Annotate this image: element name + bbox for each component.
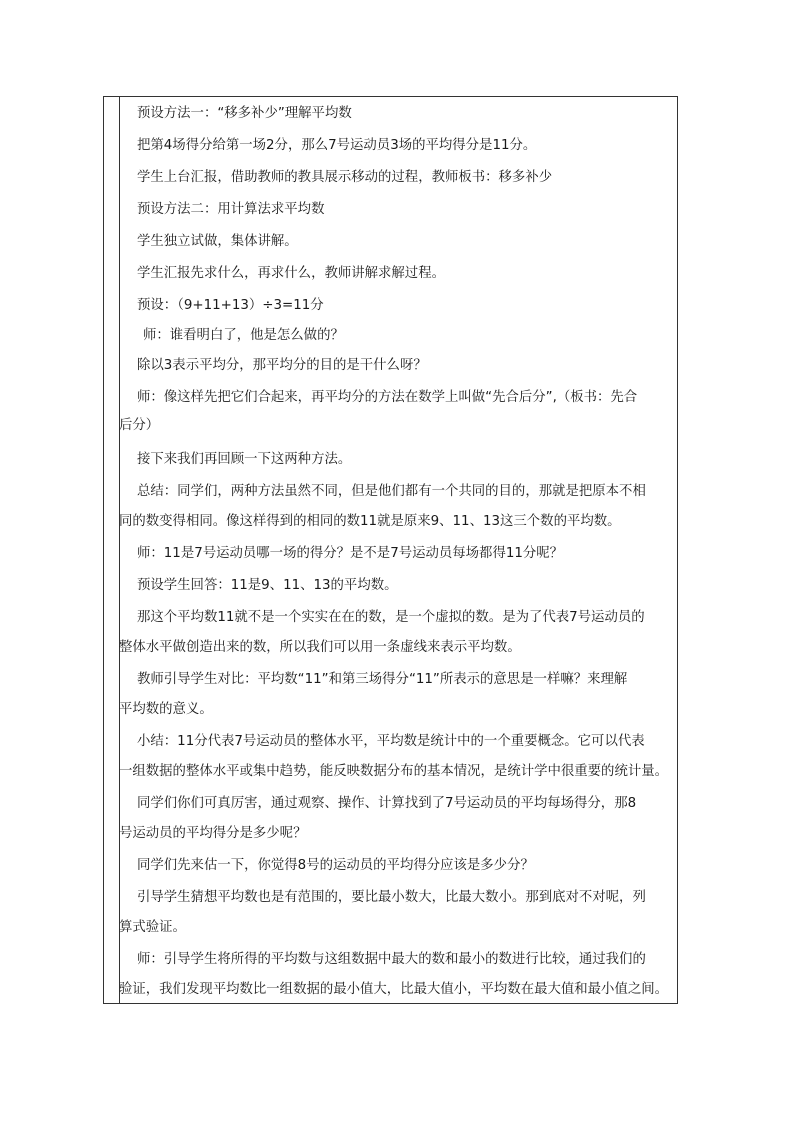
text-line: 除以3表示平均分，那平均分的目的是干什么呀？: [137, 358, 427, 373]
text-line: 师：像这样先把它们合起来，再平均分的方法在数学上叫做“先合后分”,（板书：先合: [137, 390, 638, 405]
text-line: 学生上台汇报，借助教师的教具展示移动的过程，教师板书：移多补少: [137, 170, 553, 185]
text-line: 学生独立试做，集体讲解。: [137, 234, 298, 249]
text-line: 小结：11分代表7号运动员的整体水平，平均数是统计中的一个重要概念。它可以代表: [137, 734, 645, 749]
text-line: 把第4场得分给第一场2分，那么7号运动员3场的平均得分是11分。: [137, 138, 537, 153]
text-line: 平均数的意义。: [119, 702, 213, 717]
text-line: 预设方法二：用计算法求平均数: [137, 202, 325, 217]
text-line: 后分）: [119, 418, 160, 433]
text-line: 整体水平做创造出来的数，所以我们可以用一条虚线来表示平均数。: [119, 640, 521, 655]
text-line: 预设学生回答：11是9、11、13的平均数。: [137, 578, 398, 593]
text-line: 算式验证。: [119, 920, 186, 935]
text-line: 教师引导学生对比：平均数“11”和第三场得分“11”所表示的意思是一样嘛？来理解: [137, 672, 628, 687]
text-line: 预设方法一：“移多补少”理解平均数: [137, 106, 352, 121]
text-line: 引导学生猜想平均数也是有范围的，要比最小数大，比最大数小。那到底对不对呢，列: [137, 890, 646, 905]
text-line: 师：引导学生将所得的平均数与这组数据中最大的数和最小的数进行比较，通过我们的: [137, 952, 646, 967]
text-line: 验证，我们发现平均数比一组数据的最小值大，比最大值小，平均数在最大值和最小值之间。: [119, 982, 669, 997]
table-column-divider: [119, 96, 120, 1004]
text-line: 师：谁看明白了，他是怎么做的？: [143, 328, 344, 343]
text-line: 师：11是7号运动员哪一场的得分？是不是7号运动员每场都得11分呢？: [137, 546, 564, 561]
text-line: 同的数变得相同。像这样得到的相同的数11就是原来9、11、13这三个数的平均数。: [119, 514, 621, 529]
text-line: 学生汇报先求什么，再求什么，教师讲解求解过程。: [137, 266, 445, 281]
text-line: 接下来我们再回顾一下这两种方法。: [137, 452, 352, 467]
text-line: 那这个平均数11就不是一个实实在在的数，是一个虚拟的数。是为了代表7号运动员的: [137, 610, 645, 625]
text-line: 同学们先来估一下，你觉得8号的运动员的平均得分应该是多少分？: [137, 858, 534, 873]
text-line: 一组数据的整体水平或集中趋势，能反映数据分布的基本情况，是统计学中很重要的统计量。: [119, 764, 669, 779]
text-line: 总结：同学们，两种方法虽然不同，但是他们都有一个共同的目的，那就是把原本不相: [137, 484, 646, 499]
text-line: 预设：（9+11+13）÷3=11分: [137, 298, 324, 313]
text-line: 号运动员的平均得分是多少呢？: [119, 826, 307, 841]
text-line: 同学们你们可真厉害，通过观察、操作、计算找到了7号运动员的平均每场得分，那8: [137, 796, 637, 811]
